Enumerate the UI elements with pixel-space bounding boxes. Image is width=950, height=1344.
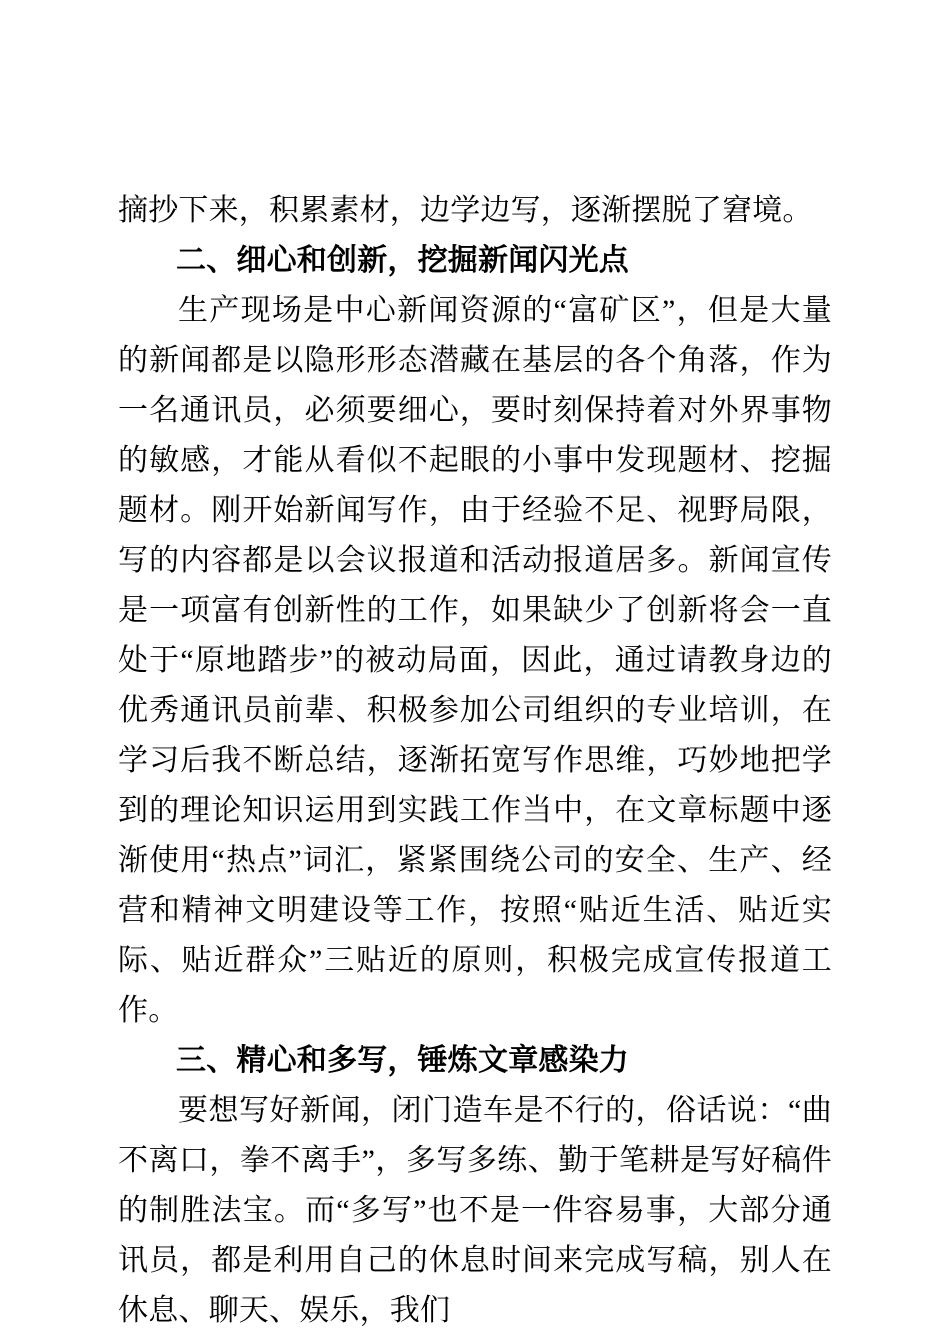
document-body [118,186,832,1336]
paragraph-continuation: 摘抄下来，积累素材，边学边写，逐渐摆脱了窘境。 [118,194,813,227]
section-heading-two: 二、细心和创新，挖掘新闻闪光点 [176,244,629,277]
section-heading-three: 三、精心和多写，锤炼文章感染力 [176,1044,629,1077]
paragraph-section-two: 生产现场是中心新闻资源的“富矿区”，但是大量的新闻都是以隐形形态潜藏在基层的各个角落，作为一名通讯员，必须要细心，要时刻保持着对外界事物的敏感，才能从看似不起眼的小事中发现题材、挖掘题材。刚开始新闻写作，由于经验不足、视野局限，写的内容都是以会议报道和活动报道居多。新闻宣传是一项富有创新性的工作，如果缺少了创新将会一直处于“原地踏步”的被动局面，因此，通过请教身边的优秀通讯员前辈、积极参加公司组织的专业培训，在学习后我不断总结，逐渐拓宽写作思维，巧妙地把学到的理论知识运用到实践工作当中，在文章标题中逐渐使用“热点”词汇，紧紧围绕公司的安全、生产、经营和精神文明建设等工作，按照“贴近生活、贴近实际、贴近群众”三贴近的原则，积极完成宣传报道工作。 [118,294,832,1027]
paragraph-section-three: 要想写好新闻，闭门造车是不行的，俗话说：“曲不离口，拳不离手”，多写多练、勤于笔耕是写好稿件的制胜法宝。而“多写”也不是一件容易事，大部分通讯员，都是利用自己的休息时间来完成写稿，别人在休息、聊天、娱乐，我们 [118,1094,832,1327]
